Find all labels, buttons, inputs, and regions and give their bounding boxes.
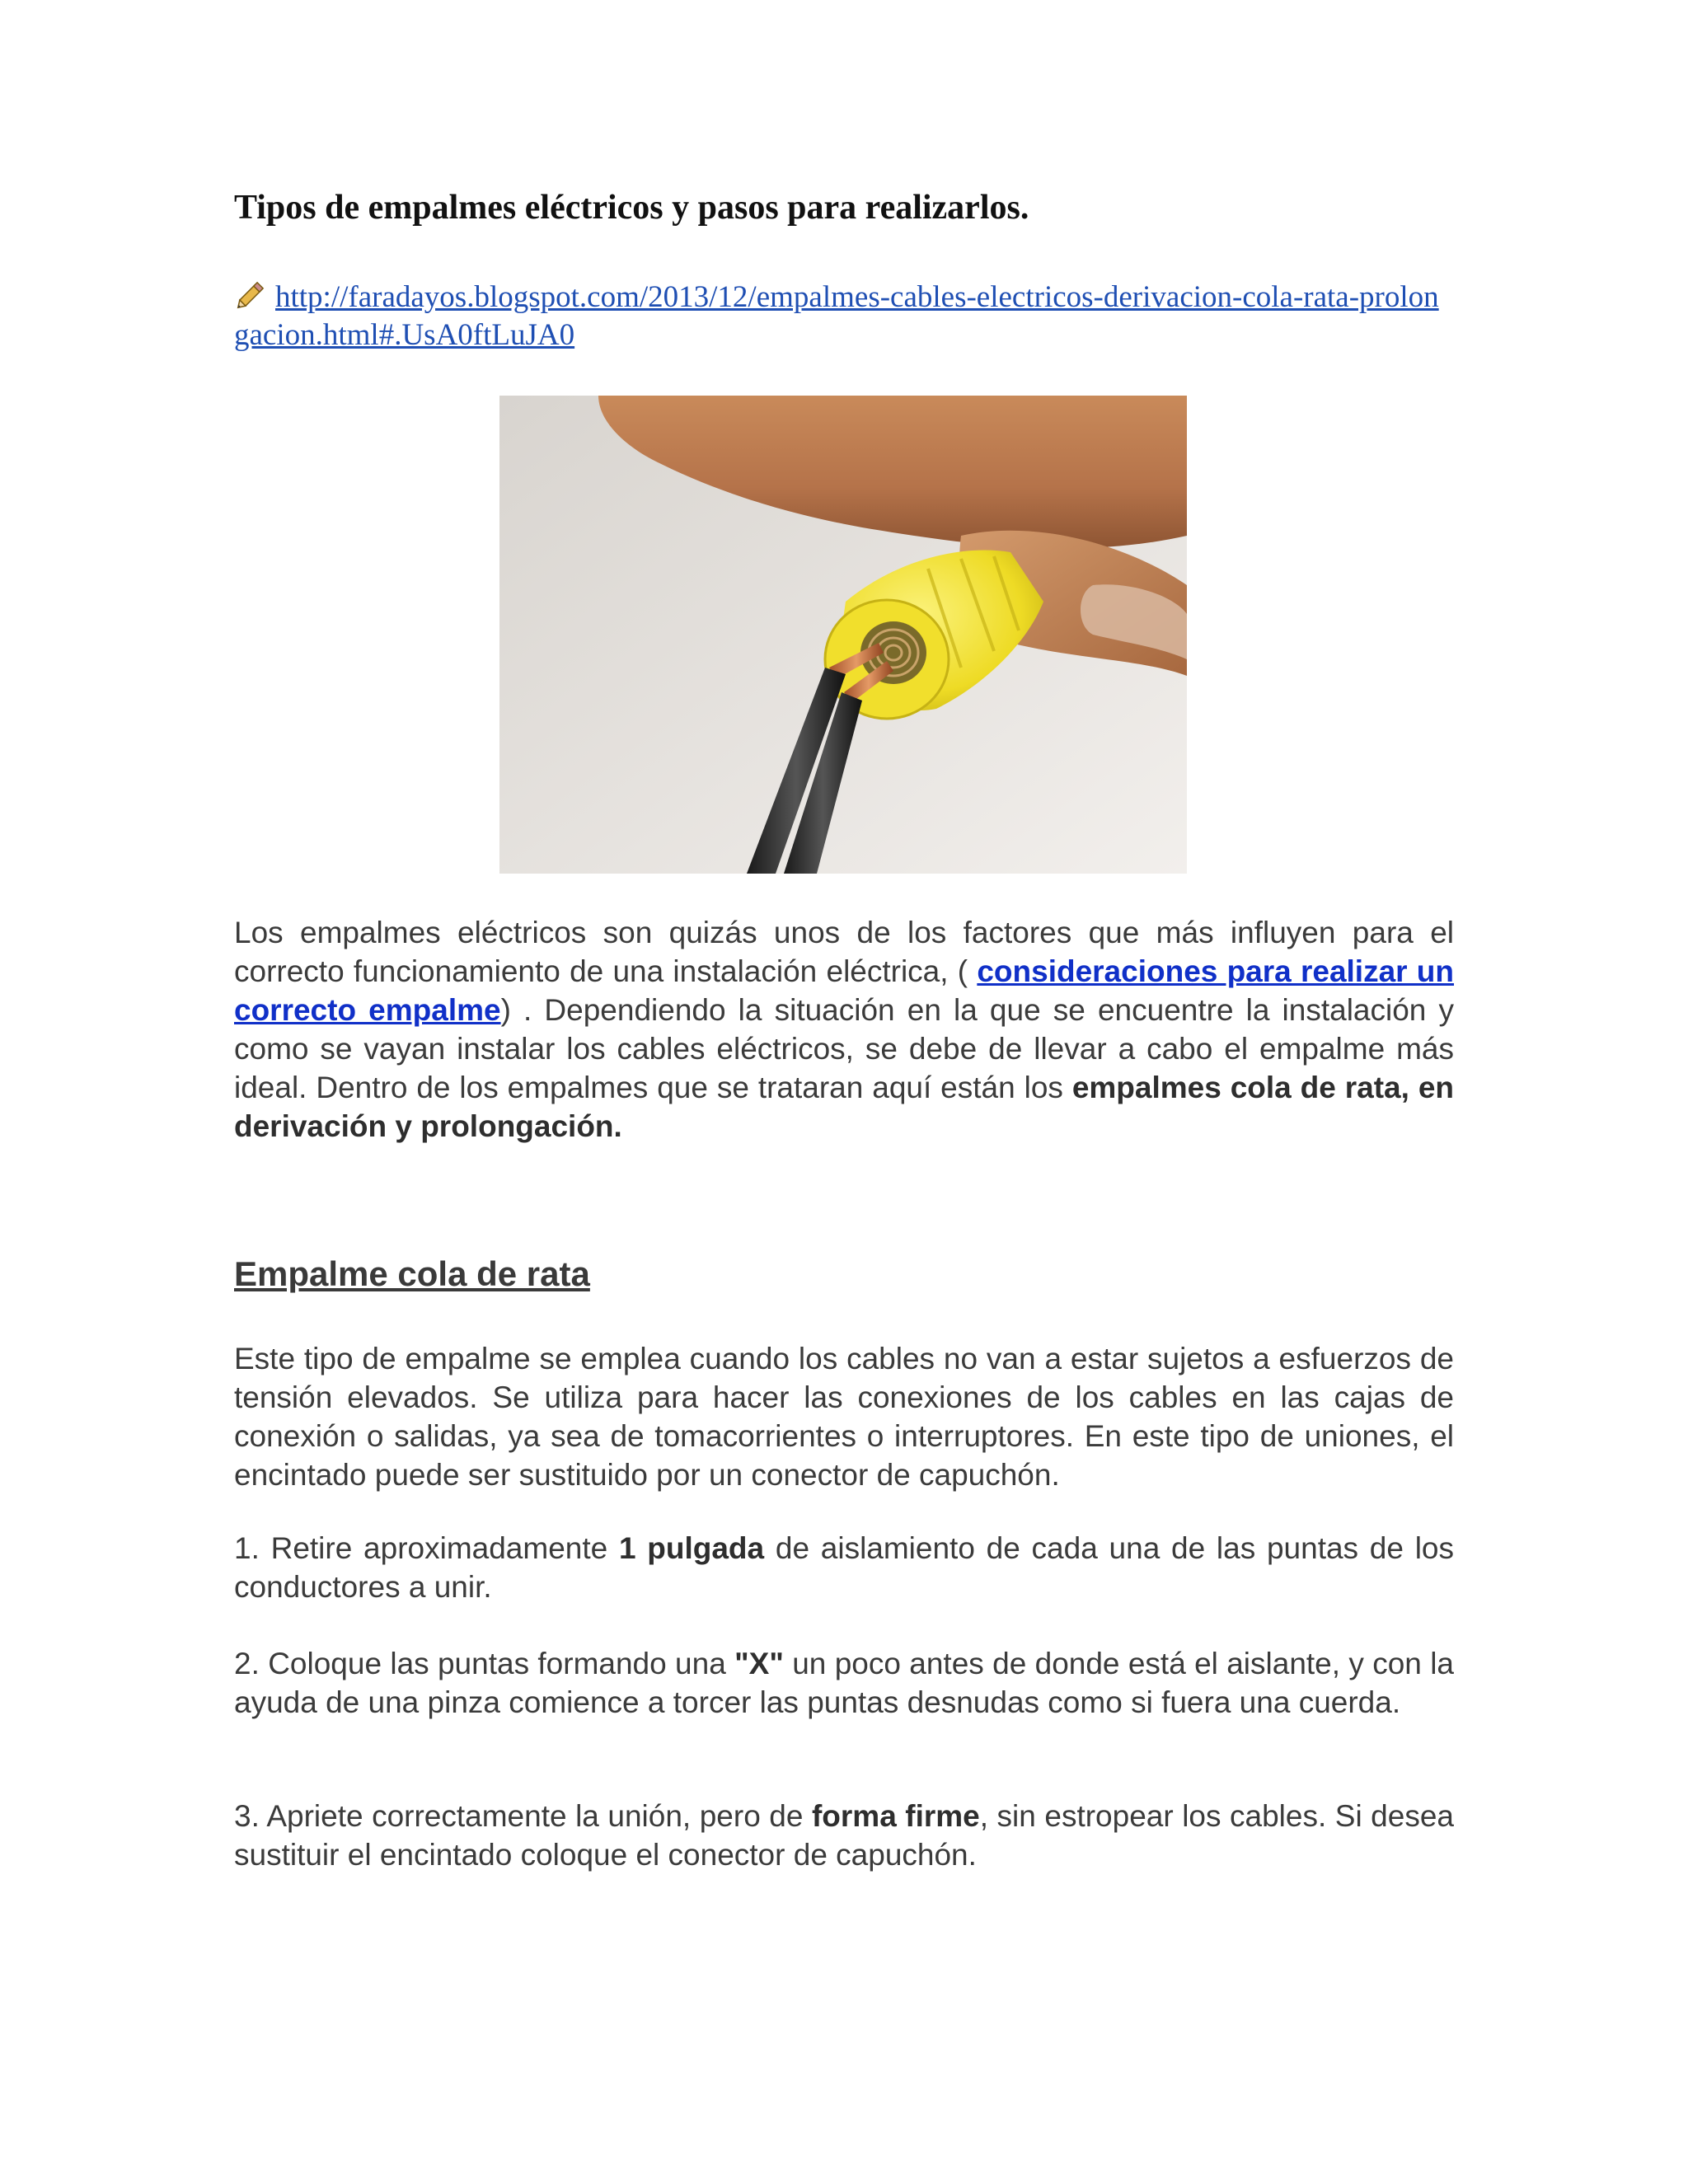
intro-text-2: ) . Dependiendo la situación en la que se encuentre la instalación y como se vayan instalar los cables eléctricos, se debe de llevar a cabo el empalme más ideal. Dentro de los empalmes que se trataran aquí están los: [234, 993, 1455, 1104]
intro-bold: empalmes cola de rata, en derivación y prolongación.: [234, 1071, 1454, 1143]
source-link[interactable]: http://faradayos.blogspot.com/2013/12/empalmes-cables-electricos-derivacion-cola-rata-prolongacion.html#.UsA0ftLuJA0: [234, 280, 1439, 352]
step-2-text-2: un poco antes de donde está el aislante, y con la ayuda de una pinza comience a torcer las puntas desnudas como si fuera una cuerda.: [234, 1647, 1454, 1719]
step-1: [234, 1529, 1454, 1606]
wire-connector-photo: [499, 396, 1187, 874]
pencil-icon: [234, 277, 269, 312]
intro-text: Los empalmes eléctricos son quizás unos de los factores que más influyen para el correcto funcionamiento de una instalación eléctrica, (: [234, 916, 1454, 988]
step-3-text: 3. Apriete correctamente la unión, pero de: [234, 1799, 812, 1833]
step-2-text: 2. Coloque las puntas formando una: [234, 1647, 735, 1680]
section-description: Este tipo de empalme se emplea cuando los cables no van a estar sujetos a esfuerzos de tensión elevados. Se utiliza para hacer las conexiones de los cables en las cajas de conexión o salidas, ya sea de tomacorrientes o interruptores. En este tipo de uniones, el encintado puede ser sustituido por un conector de capuchón.: [234, 1342, 1454, 1492]
section-heading: Empalme cola de rata: [234, 1254, 590, 1293]
step-2: [234, 1644, 1454, 1722]
step-1-text: 1. Retire aproximadamente: [234, 1531, 619, 1565]
step-1-text-2: de aislamiento de cada una de las puntas de los conductores a unir.: [234, 1531, 1454, 1604]
step-2-bold: "X": [734, 1647, 784, 1680]
source-block: [234, 277, 1454, 354]
step-1-bold: 1 pulgada: [618, 1531, 765, 1565]
step-3: [234, 1797, 1454, 1874]
document-title: Tipos de empalmes eléctricos y pasos para realizarlos.: [234, 189, 1029, 227]
step-3-text-2: , sin estropear los cables. Si desea sustituir el encintado coloque el conector de capuchón.: [234, 1799, 1454, 1872]
step-3-bold: forma firme: [811, 1799, 980, 1833]
considerations-link[interactable]: consideraciones para realizar un correcto empalme: [234, 954, 1455, 1027]
intro-paragraph: [234, 913, 1454, 1146]
